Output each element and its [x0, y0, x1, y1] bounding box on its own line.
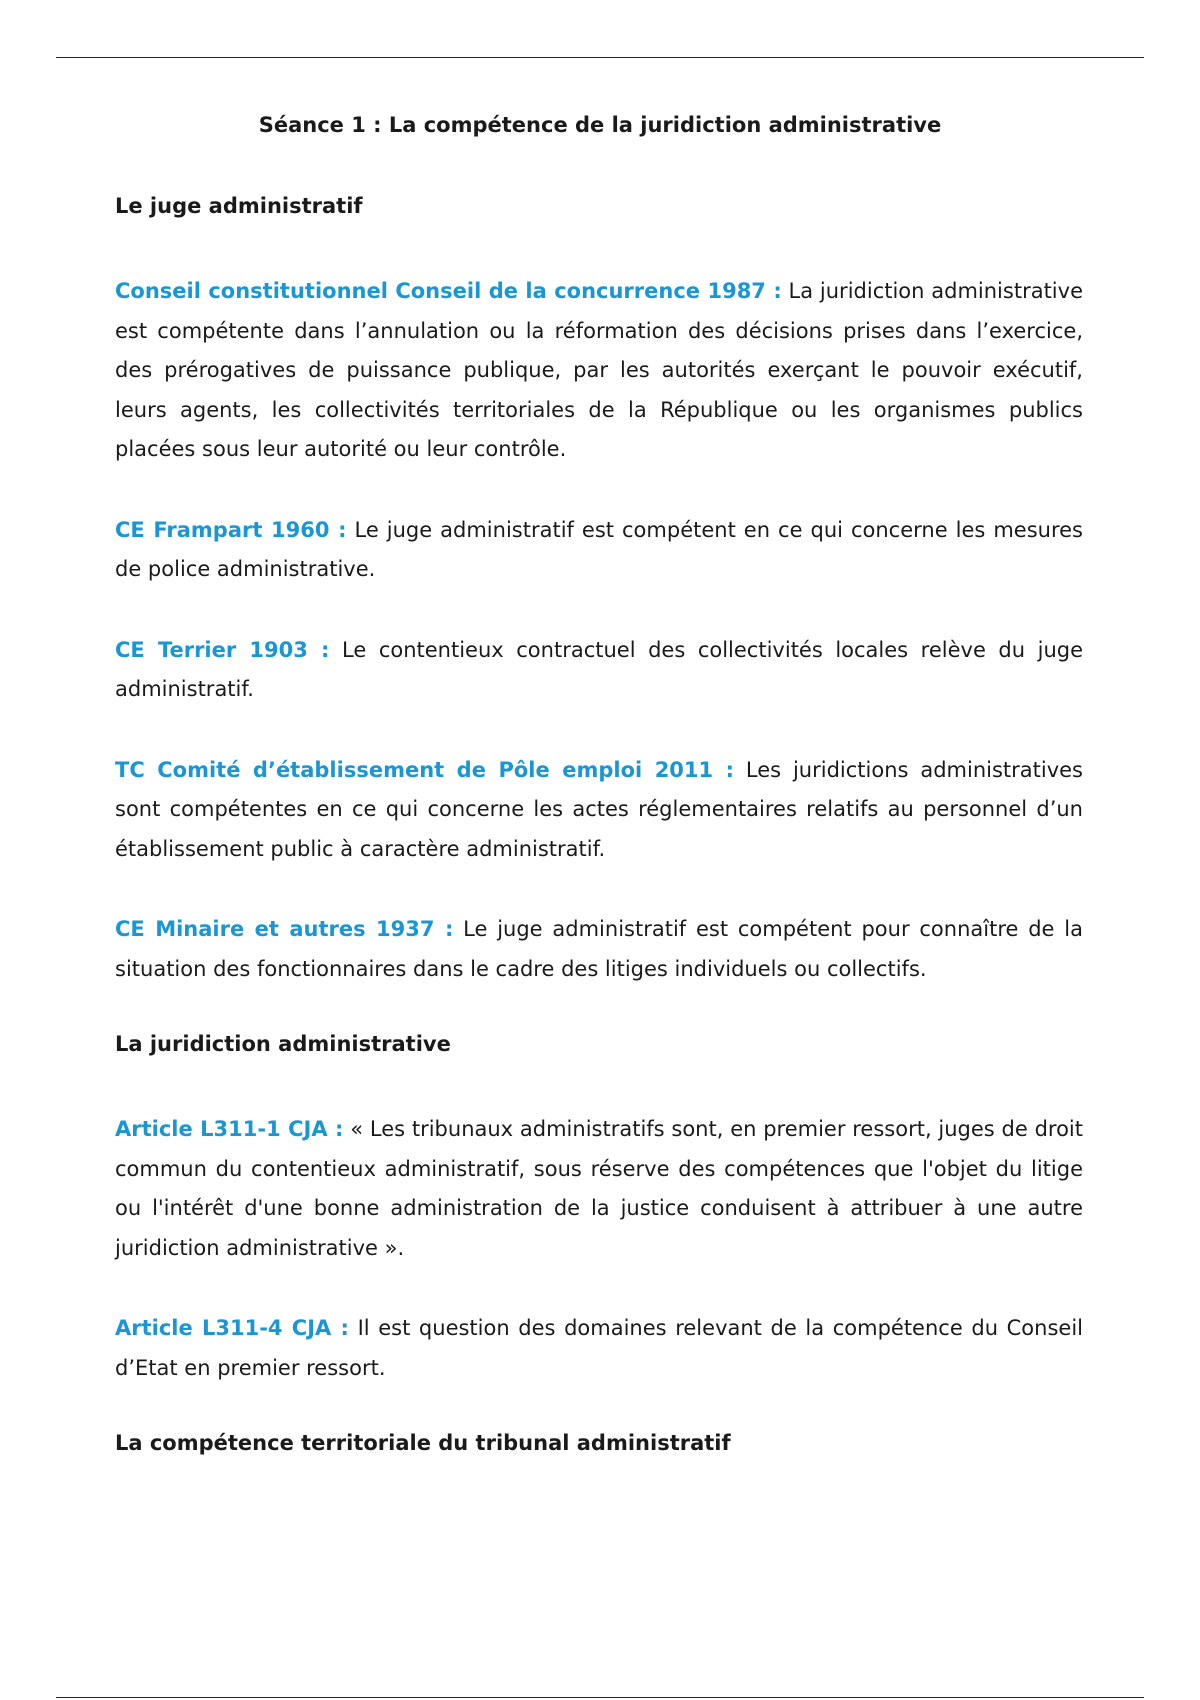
entry-conseil-constitutionnel-1987 — [115, 272, 1083, 470]
case-reference: CE Frampart 1960 : — [115, 517, 347, 542]
top-horizontal-rule — [56, 57, 1144, 58]
case-reference: Conseil constitutionnel Conseil de la concurrence 1987 : — [115, 279, 782, 303]
case-summary: Le juge administratif est compétent en ce qui concerne les mesures de police administrative. — [115, 517, 1083, 581]
bottom-horizontal-rule — [56, 1697, 1144, 1698]
case-summary: La juridiction administrative est compétente dans l’annulation ou la réformation des décisions prises dans l’exercice, des prérogatives de puissance publique, par les autorités exerçant le pouvoir exécutif, leurs agents, les collectivités territoriales de la République ou les organismes publics placées sous leur autorité ou leur contrôle. — [115, 279, 1083, 461]
entry-ce-terrier-1903 — [115, 631, 1083, 710]
article-reference: Article L311-4 CJA : — [115, 1316, 349, 1340]
entry-article-l311-1 — [115, 1110, 1083, 1268]
case-reference: TC Comité d’établissement de Pôle emploi 2011 : — [115, 757, 735, 782]
article-summary: Il est question des domaines relevant de la compétence du Conseil d’Etat en premier ressort. — [115, 1316, 1083, 1380]
article-summary: « Les tribunaux administratifs sont, en premier ressort, juges de droit commun du contentieux administratif, sous réserve des compétences que l'objet du litige ou l'intérêt d'une bonne administration de la justice conduisent à attribuer à une autre juridiction administrative ». — [115, 1117, 1083, 1260]
section-heading-competence-territoriale: La compétence territoriale du tribunal administratif — [115, 1431, 731, 1455]
entry-article-l311-4 — [115, 1309, 1083, 1388]
entry-ce-frampart-1960 — [115, 511, 1083, 590]
entry-ce-minaire-1937 — [115, 910, 1083, 989]
case-reference: CE Minaire et autres 1937 : — [115, 917, 454, 941]
section-heading-juridiction-administrative: La juridiction administrative — [115, 1032, 451, 1056]
case-reference: CE Terrier 1903 : — [115, 637, 330, 662]
entry-tc-pole-emploi-2011 — [115, 751, 1083, 870]
section-heading-juge-administratif: Le juge administratif — [115, 194, 363, 218]
case-summary: Les juridictions administratives sont compétentes en ce qui concerne les actes réglementaires relatifs au personnel d’un établissement public à caractère administratif. — [115, 757, 1083, 861]
article-reference: Article L311-1 CJA : — [115, 1117, 344, 1141]
document-body — [115, 192, 1083, 1509]
document-title: Séance 1 : La compétence de la juridiction administrative — [258, 113, 942, 137]
case-summary: Le contentieux contractuel des collectivités locales relève du juge administratif. — [115, 637, 1083, 701]
case-summary: Le juge administratif est compétent pour connaître de la situation des fonctionnaires dans le cadre des litiges individuels ou collectifs. — [115, 917, 1083, 981]
